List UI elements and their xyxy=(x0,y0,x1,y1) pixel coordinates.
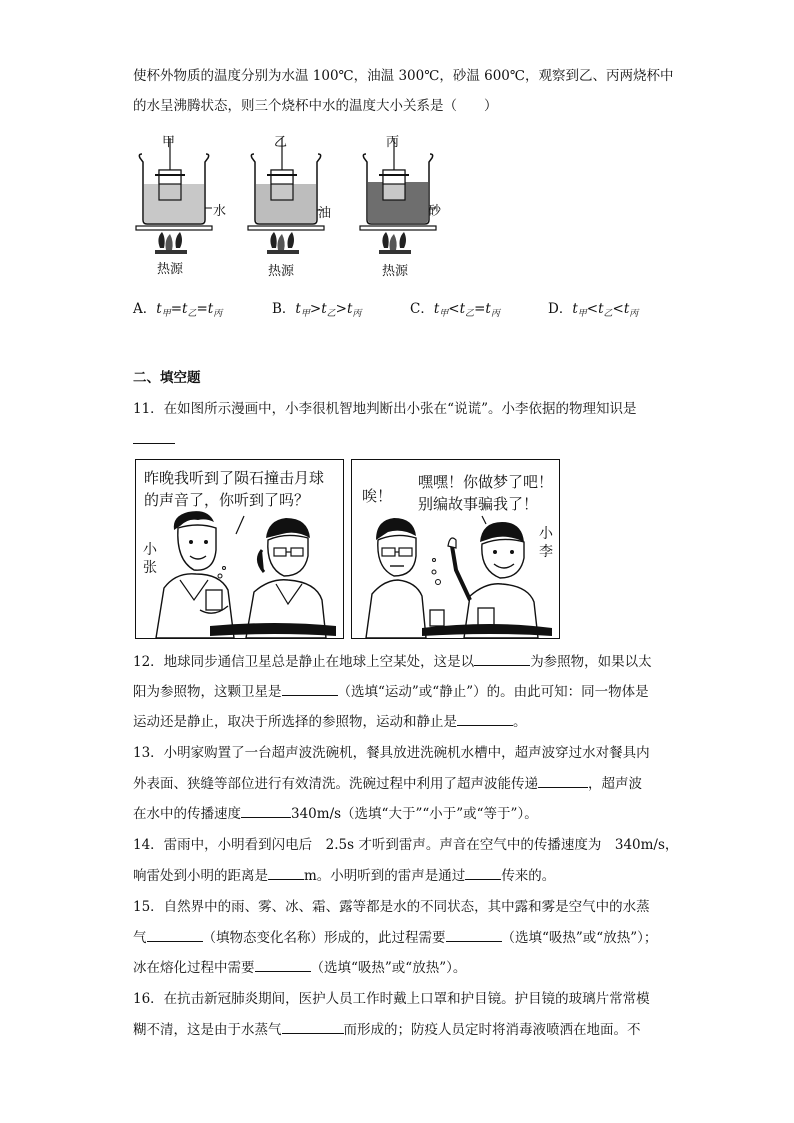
q15-blank-1[interactable] xyxy=(147,927,203,942)
comic-panel-right xyxy=(351,459,560,639)
left-name-char-1: 小 xyxy=(143,542,157,558)
right-name-char-2: 李 xyxy=(539,544,553,560)
right-speech-line-2: 别编故事骗我了！ xyxy=(418,495,539,513)
q11-answer-blank[interactable] xyxy=(133,429,175,444)
q14-blank-2[interactable] xyxy=(465,865,501,880)
right-speech-line-1: 嘿嘿！你做梦了吧！ xyxy=(418,473,554,491)
choice-d[interactable]: D．$t_甲<t_乙<t_丙$ xyxy=(548,301,639,319)
q13-line-1: 13．小明家购置了一台超声波洗碗机，餐具放进洗碗机水槽中，超声波穿过水对餐具内 xyxy=(133,745,650,761)
q12-line-1: 12．地球同步通信卫星总是静止在地球上空某处，这是以 为参照物，如果以太 xyxy=(133,651,652,672)
q15-line-3: 冰在熔化过程中需要 （选填“吸热”或“放热”）。 xyxy=(133,957,466,978)
q14-blank-1[interactable] xyxy=(268,865,304,880)
choice-c[interactable]: C．$t_甲<t_乙=t_丙$ xyxy=(410,301,500,319)
q11-line-1: 11．在如图所示漫画中，小李很机智地判断出小张在“说谎”。小李依据的物理知识是 xyxy=(133,401,637,417)
beaker-sand xyxy=(360,138,436,254)
q13-line-3: 在水中的传播速度 340m/s（选填“大于”“小于”或“等于”）。 xyxy=(133,803,538,824)
q11-line-2 xyxy=(133,429,175,450)
q12-line-3: 运动还是静止，取决于所选择的参照物，运动和静止是 。 xyxy=(133,711,527,732)
beaker-2-bottom-label: 热源 xyxy=(268,264,295,279)
left-speech-line-1: 昨晚我听到了陨石撞击月球 xyxy=(144,469,325,487)
q15-line-1: 15．自然界中的雨、雾、冰、霜、露等都是水的不同状态，其中露和雾是空气中的水蒸 xyxy=(133,899,650,915)
q14-line-1: 14．雷雨中，小明看到闪电后 2.5s 才听到雷声。声音在空气中的传播速度为 340m/s， xyxy=(133,837,679,853)
right-speech-sigh: 唉！ xyxy=(362,487,393,505)
beaker-3-bottom-label: 热源 xyxy=(382,264,409,279)
beaker-2-side-label: 油 xyxy=(318,206,332,221)
q12-blank-3[interactable] xyxy=(457,711,513,726)
q13-blank-1[interactable] xyxy=(538,773,588,788)
beaker-water xyxy=(136,138,212,254)
q12-blank-2[interactable] xyxy=(282,681,338,696)
q15-blank-3[interactable] xyxy=(255,957,311,972)
comic-panel-left xyxy=(135,459,344,639)
beaker-oil xyxy=(248,138,324,254)
q16-line-1: 16．在抗击新冠肺炎期间，医护人员工作时戴上口罩和护目镜。护目镜的玻璃片常常模 xyxy=(133,991,650,1007)
beaker-2-top-label: 乙 xyxy=(274,135,288,150)
q16-line-2: 糊不清，这是由于水蒸气 而形成的；防疫人员定时将消毒液喷洒在地面。不 xyxy=(133,1019,641,1040)
choice-b[interactable]: B．$t_甲>t_乙>t_丙$ xyxy=(272,301,362,319)
q10-line-1: 使杯外物质的温度分别为水温 100℃，油温 300℃，砂温 600℃，观察到乙、丙两烧杯中 xyxy=(133,68,674,84)
beaker-1-bottom-label: 热源 xyxy=(157,262,184,277)
beaker-1-side-label: 水 xyxy=(213,204,227,219)
q15-line-2: 气 （填物态变化名称）形成的，此过程需要 （选填“吸热”或“放热”）； xyxy=(133,927,657,948)
q16-blank-1[interactable] xyxy=(282,1019,344,1034)
beaker-3-top-label: 丙 xyxy=(386,135,400,150)
q15-blank-2[interactable] xyxy=(446,927,502,942)
q13-blank-2[interactable] xyxy=(241,803,291,818)
beaker-3-side-label: 砂 xyxy=(428,204,442,219)
left-name-char-2: 张 xyxy=(143,560,157,576)
section-title: 二、填空题 xyxy=(133,370,201,386)
beaker-1-top-label: 甲 xyxy=(162,135,176,150)
q12-line-2: 阳为参照物，这颗卫星是 （选填“运动”或“静止”）的。由此可知：同一物体是 xyxy=(133,681,649,702)
q10-line-2: 的水呈沸腾状态，则三个烧杯中水的温度大小关系是（ ） xyxy=(133,98,498,114)
q13-line-2: 外表面、狭缝等部位进行有效清洗。洗碗过程中利用了超声波能传递 ，超声波 xyxy=(133,773,642,794)
left-speech-line-2: 的声音了，你听到了吗？ xyxy=(144,491,310,509)
choice-a[interactable]: A．$t_甲=t_乙=t_丙$ xyxy=(133,301,223,319)
right-name-char-1: 小 xyxy=(539,526,553,542)
q12-blank-1[interactable] xyxy=(474,651,530,666)
q14-line-2: 响雷处到小明的距离是 m。小明听到的雷声是通过 传来的。 xyxy=(133,865,555,886)
